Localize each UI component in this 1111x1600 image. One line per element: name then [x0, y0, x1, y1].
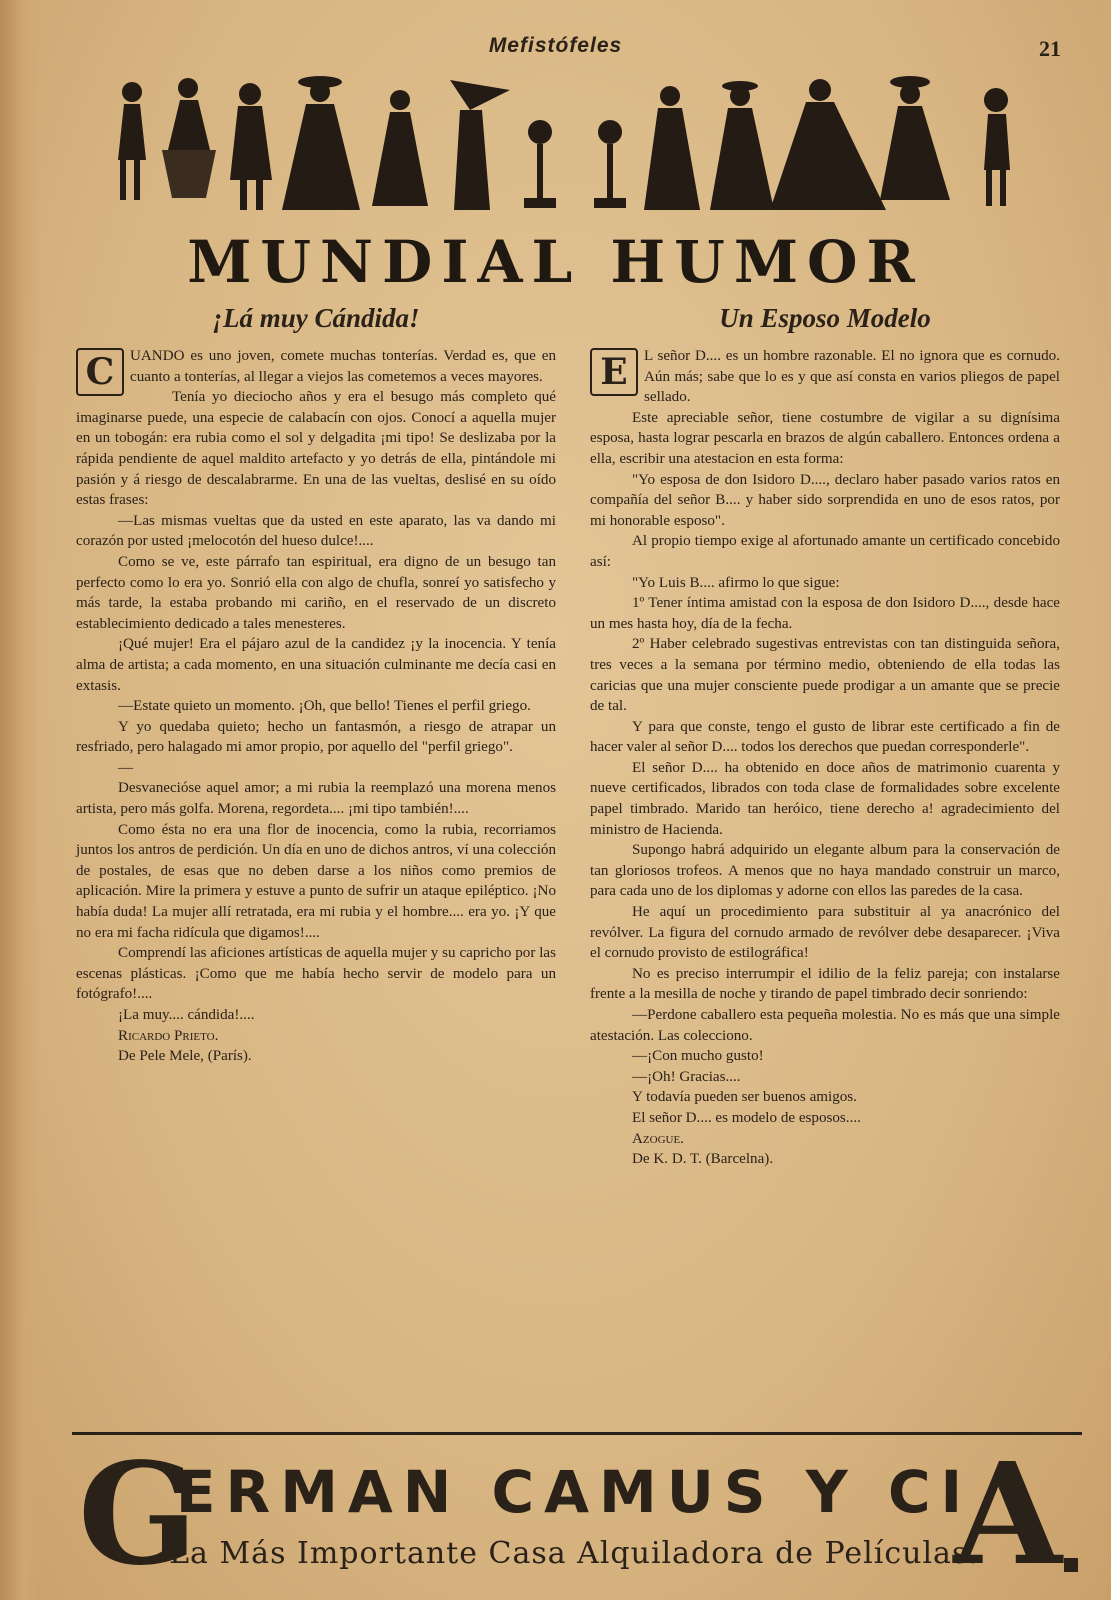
ad-company-name: ERMAN CAMUS Y CI — [175, 1458, 973, 1526]
left-article-heading: ¡Lá muy Cándida! — [212, 303, 420, 333]
left-signature: Ricardo Prieto. — [118, 1027, 219, 1044]
section-separator: — — [118, 759, 134, 776]
header-illustration — [110, 70, 1040, 220]
paragraph: ¡Qué mujer! Era el pájaro azul de la candidez ¡y la inocencia. Y tenía alma de artista; a cada momento, en una situación culminante me decía casi en extasis. — [76, 636, 556, 694]
paragraph: He aquí un procedimiento para substituir al ya anacrónico del revólver. La figura del cornudo armado de revólver debe desaparecer. ¡Viva el cornudo provisto de estilográfica! — [590, 904, 1060, 962]
paragraph: Tenía yo dieciocho años y era el besugo más completo qué imaginarse puede, una especie de calabacín con ojos. Conocí a aquella mujer en un tobogán: era rubia como el sol y delgadita ¡mi tipo! Se deslizaba por la rápida pendiente de aquel maldito artefacto y yo detrás de ella, pintándole mi pasión y á riesgo de descalabrarme. En una de las vueltas, deslisé en su oído estas frases: — [76, 389, 556, 509]
running-head: Mefistófeles — [488, 34, 623, 57]
ad-tagline: La Más Importante Casa Alquiladora de Películas. — [169, 1536, 979, 1571]
ad-period-mark — [1064, 1558, 1078, 1572]
paragraph: —¡Oh! Gracias.... — [632, 1068, 741, 1085]
left-first-text: UANDO es uno joven, comete muchas tonterías. Verdad es, que en cuanto a tonterías, al llegar a viejos las cometemos a veces mayores. — [130, 348, 556, 385]
right-dropcap: E — [590, 348, 638, 396]
ad-final-letter: A — [953, 1433, 1062, 1597]
right-article-first-paragraph — [590, 346, 1060, 408]
paragraph: 2º Haber celebrado sugestivas entrevistas con tan distinguida señora, tres veces a la semana por término medio, obteniendo de ella todas las caricias que una mujer consciente puede prodigar a un amante que se precie de tal. — [590, 636, 1060, 715]
paragraph: Comprendí las aficiones artísticas de aquella mujer y su capricho por las escenas plásticas. ¡Como que me había hecho servir de modelo para un fotógrafo!.... — [76, 945, 556, 1003]
paragraph: 1º Tener íntima amistad con la esposa de don Isidoro D...., desde hace un mes hasta hoy, día de la fecha. — [590, 595, 1060, 632]
paragraph: —Estate quieto un momento. ¡Oh, que bello! Tienes el perfil griego. — [118, 698, 531, 715]
paragraph: Como ésta no era una flor de inocencia, como la rubia, recorriamos juntos los antros de perdición. Un día en uno de dichos antros, ví una colección de postales, de esas que no deben darse a los niños como premios de aplicación. Mire la primera y estuve a punto de sufrir un ataque epiléptico. ¡No había duda! La mujer allí retratada, era mi rubia y el hombre.... era yo. ¡Y que no era mi facha ridícula que digamos!.... — [76, 821, 556, 941]
paragraph: —¡Con mucho gusto! — [632, 1048, 764, 1065]
left-dropcap: C — [76, 348, 124, 396]
paragraph: —Perdone caballero esta pequeña molestia. No es más que una simple atestación. Las colecciono. — [590, 1007, 1060, 1044]
paragraph: ¡La muy.... cándida!.... — [118, 1007, 255, 1023]
ad-initial-letter: G — [78, 1433, 198, 1597]
paragraph: Y todavía pueden ser buenos amigos. — [632, 1089, 857, 1106]
ad-top-rule — [72, 1432, 1082, 1435]
paragraph: Como se ve, este párrafo tan espiritual, era digno de un besugo tan perfecto como lo era yo. Sonrió ella con algo de chufla, sonreí yo satisfecho y más tarde, la estaba probando mi cariño, en el reservado de un discreto establecimiento dedicado a tales menesteres. — [76, 553, 556, 632]
paragraph: Supongo habrá adquirido un elegante album para la conservación de tan gloriosos trofeos. A menos que no haya mandado construir un marco, para cada uno de los diplomas y adorne con ellos las paredes de la casa. — [590, 842, 1060, 900]
paragraph: El señor D.... es modelo de esposos.... — [632, 1109, 861, 1126]
paragraph: No es preciso interrumpir el idilio de la feliz pareja; con instalarse frente a la mesilla de noche y tirando de papel timbrado decir sonriendo: — [590, 965, 1060, 1003]
right-signature: Azogue. — [632, 1130, 684, 1147]
right-article-heading: Un Esposo Modelo — [719, 303, 931, 333]
paragraph: Al propio tiempo exige al afortunado amante un certificado concebido así: — [590, 533, 1060, 570]
page-number: 21 — [1039, 36, 1061, 61]
paragraph: Y yo quedaba quieto; hecho un fantasmón, a riesgo de atrapar un resfriado, pero halagado mi amor propio, por aquello del "perfil griego". — [76, 718, 556, 756]
paragraph: Y para que conste, tengo el gusto de librar este certificado a fin de hacer valer al señor D.... todos los derechos que puedan corresponderle". — [590, 718, 1060, 756]
paragraph: "Yo Luis B.... afirmo lo que sigue: — [632, 574, 840, 591]
paragraph: Este apreciable señor, tiene costumbre de vigilar a su dignísima esposa, hasta lograr pescarla en brazos de algún caballero. Entonces ordena a ella, escribir una atestacion en esta forma: — [590, 409, 1060, 467]
paragraph: Desvanecióse aquel amor; a mi rubia la reemplazó una morena menos artista, pero más golfa. Morena, regordeta.... ¡mi tipo también!.... — [76, 780, 556, 818]
paragraph: "Yo esposa de don Isidoro D...., declaro haber pasado varios ratos en compañía del señor B.... y haber sido sorprendida en uno de esos ratos, por mi honorable esposo". — [590, 471, 1060, 529]
left-article-first-paragraph — [76, 346, 556, 393]
advertisement — [72, 1433, 1082, 1597]
left-article — [76, 300, 556, 1067]
page-title: MUNDIAL HUMOR — [187, 228, 924, 296]
right-source: De K. D. T. (Barcelna). — [632, 1151, 774, 1168]
left-source: De Pele Mele, (París). — [118, 1048, 252, 1065]
paragraph: —Las mismas vueltas que da usted en este aparato, las va dando mi corazón por usted ¡melocotón del hueso dulce!.... — [76, 512, 556, 550]
paragraph: El señor D.... ha obtenido en doce años de matrimonio cuarenta y nueve certificados, librados con toda clase de formalidades sobre excelente papel timbrado. Marido tan heróico, tiene derecho a! agradecimiento del ministro de Hacienda. — [590, 759, 1060, 838]
right-article — [590, 300, 1060, 1170]
right-first-text: L señor D.... es un hombre razonable. El no ignora que es cornudo. Aún más; sabe que lo es y que así consta en varios pliegos de papel sellado. — [644, 348, 1060, 406]
